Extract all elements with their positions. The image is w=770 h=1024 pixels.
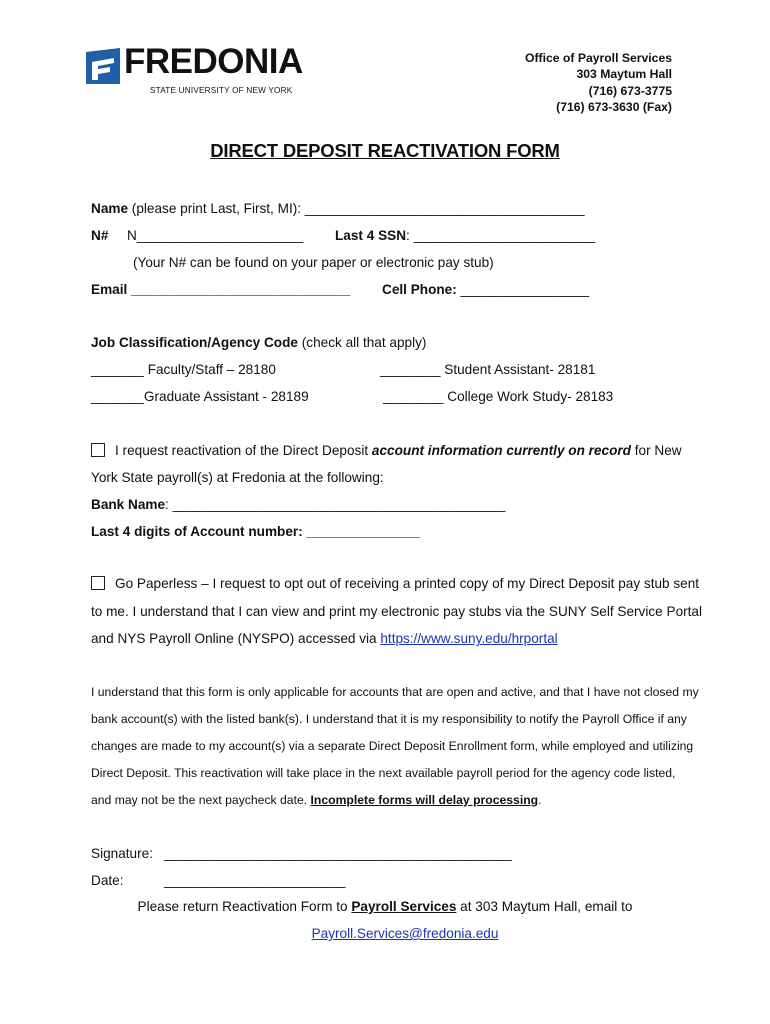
cell-phone-field[interactable] <box>382 282 589 297</box>
disclaimer-text-5c: . <box>538 793 542 807</box>
bank-name-blank: : ____________________________________________ <box>165 497 506 512</box>
office-name: Office of Payroll Services <box>525 51 672 65</box>
signature-label: Signature: <box>91 846 153 861</box>
reactivation-text-line2: York State payroll(s) at Fredonia at the following: <box>91 470 384 485</box>
return-text-c: at 303 Maytum Hall, email to <box>456 899 633 914</box>
disclaimer-line4: Direct Deposit. This reactivation will take place in the next available payroll period for the agency code listed, <box>91 766 676 780</box>
paperless-text-line2: to me. I understand that I can view and print my electronic pay stubs via the SUNY Self Service Portal <box>91 604 703 619</box>
ssn-label: Last 4 SSN <box>335 228 407 243</box>
job-option-faculty-staff[interactable]: _______ Faculty/Staff – 28180 <box>91 362 276 377</box>
job-classification-hint: (check all that apply) <box>297 335 427 350</box>
form-title: DIRECT DEPOSIT REACTIVATION FORM <box>210 140 560 161</box>
reactivation-text-c: for New <box>630 443 682 458</box>
paperless-text-line3: and NYS Payroll Online (NYSPO) accessed via <box>91 631 381 646</box>
office-building: 303 Maytum Hall <box>576 67 672 82</box>
ssn-blank: : ________________________ <box>406 228 596 243</box>
reactivation-text-a: I request reactivation of the Direct Deposit <box>115 443 372 458</box>
disclaimer-line2: bank account(s) with the listed bank(s). I understand that it is my responsibility to notify the Payroll Office if any <box>91 712 687 726</box>
return-text-a: Please return Reactivation Form to <box>137 899 352 914</box>
office-address-block <box>525 50 672 115</box>
hr-portal-link[interactable]: https://www.suny.edu/hrportal <box>380 631 558 646</box>
date-field[interactable]: ________________________ <box>164 873 346 888</box>
reactivation-emphasis: account information currently on record <box>371 443 631 458</box>
reactivation-request-line <box>91 443 682 458</box>
payroll-email-line <box>0 926 770 941</box>
logo-subtitle: STATE UNIVERSITY OF NEW YORK <box>150 86 293 95</box>
account-number-field[interactable]: Last 4 digits of Account number: _______________ <box>91 524 420 539</box>
paperless-text-line1: Go Paperless – I request to opt out of receiving a printed copy of my Direct Deposit pay stub sent <box>115 576 700 591</box>
disclaimer-line5 <box>91 793 542 807</box>
paperless-line3 <box>91 631 558 646</box>
job-classification-label: Job Classification/Agency Code <box>91 335 298 350</box>
email-field[interactable]: Email _____________________________ <box>91 282 351 297</box>
disclaimer-warning: Incomplete forms will delay processing <box>310 793 539 807</box>
date-label: Date: <box>91 873 124 888</box>
job-option-college-work-study[interactable]: ________ College Work Study- 28183 <box>383 389 614 404</box>
cell-phone-label: Cell Phone: <box>382 282 457 297</box>
payroll-email-link[interactable]: Payroll.Services@fredonia.edu <box>311 926 499 941</box>
fredonia-logo-mark-icon <box>86 48 120 84</box>
name-label: Name <box>91 201 129 216</box>
disclaimer-line1: I understand that this form is only applicable for accounts that are open and active, and that I have not closed my <box>91 685 699 699</box>
disclaimer-line3: changes are made to my account(s) via a separate Direct Deposit Enrollment form, while employed and utilizing <box>91 739 694 753</box>
office-phone: (716) 673-3775 <box>588 83 672 98</box>
payroll-services-emphasis: Payroll Services <box>351 899 457 914</box>
paperless-line1 <box>91 576 699 591</box>
return-instructions <box>0 899 770 914</box>
name-blank: (please print Last, First, MI): _____________________________________ <box>128 201 585 216</box>
job-classification-heading <box>91 335 426 350</box>
n-number-label: N# <box>91 228 109 243</box>
ssn-field[interactable] <box>335 228 595 243</box>
bank-name-label: Bank Name <box>91 497 166 512</box>
n-number-note: (Your N# can be found on your paper or electronic pay stub) <box>133 255 494 270</box>
job-option-student-assistant[interactable]: ________ Student Assistant- 28181 <box>380 362 596 377</box>
name-field[interactable] <box>91 201 585 216</box>
logo-wordmark: FREDONIA <box>124 42 303 81</box>
bank-name-field[interactable] <box>91 497 505 512</box>
disclaimer-text-5a: and may not be the next paycheck date. <box>91 793 311 807</box>
cell-phone-blank: _________________ <box>456 282 590 297</box>
signature-field[interactable]: ______________________________________________ <box>164 846 512 861</box>
job-option-graduate-assistant[interactable]: _______Graduate Assistant - 28189 <box>91 389 309 404</box>
paperless-checkbox[interactable] <box>91 576 105 590</box>
n-number-field[interactable]: N______________________ <box>127 228 304 243</box>
office-fax: (716) 673-3630 (Fax) <box>556 99 672 114</box>
reactivation-checkbox[interactable] <box>91 443 105 457</box>
